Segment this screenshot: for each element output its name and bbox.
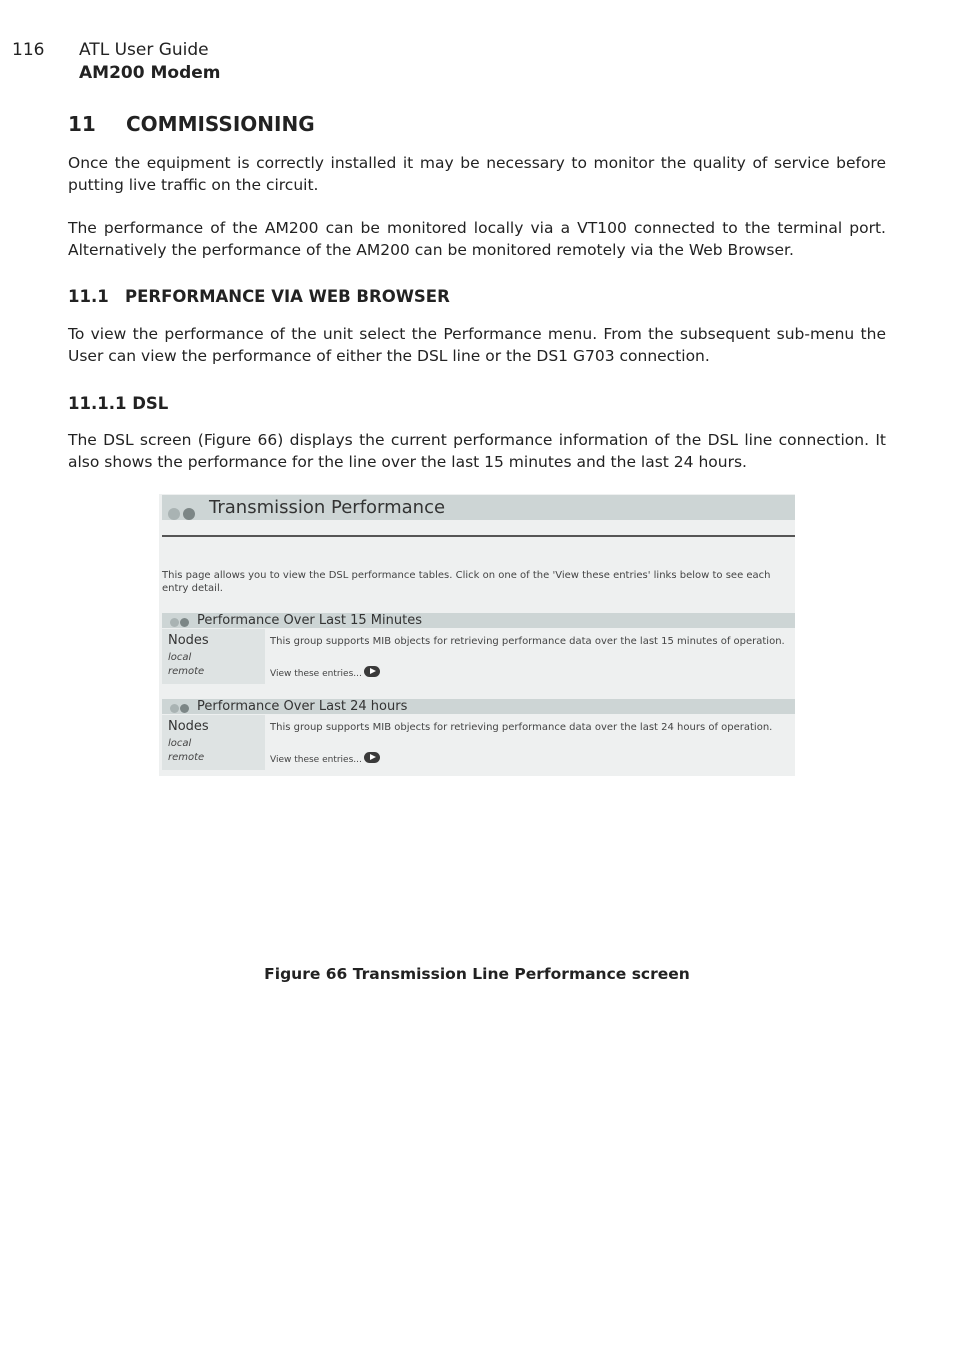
group-24hr-header bbox=[162, 699, 795, 714]
transmission-performance-screenshot bbox=[159, 494, 795, 776]
figure-caption: Figure 66 Transmission Line Performance screen bbox=[264, 965, 690, 983]
group-description: This group supports MIB objects for retrieving performance data over the last 24 hours of operation. bbox=[270, 722, 773, 733]
subsection-number: 11.1 bbox=[68, 287, 109, 306]
group-description: This group supports MIB objects for retrieving performance data over the last 15 minutes of operation. bbox=[270, 636, 785, 647]
product-name: AM200 Modem bbox=[79, 63, 221, 83]
group-heading: Performance Over Last 24 hours bbox=[197, 699, 408, 714]
screen-title: Transmission Performance bbox=[209, 497, 446, 518]
section-paragraph-1: Once the equipment is correctly installed it may be necessary to monitor the quality of service before putting live traffic on the circuit. bbox=[68, 154, 886, 194]
subsection-paragraph: To view the performance of the unit select the Performance menu. From the subsequent sub-menu the User can view the performance of either the DSL line or the DS1 G703 connection. bbox=[68, 325, 886, 365]
group-15min-header bbox=[162, 613, 795, 628]
subsection-title: PERFORMANCE VIA WEB BROWSER bbox=[125, 287, 450, 306]
subsubsection-heading: 11.1.1 DSL bbox=[68, 394, 169, 413]
screen-intro: This page allows you to view the DSL performance tables. Click on one of the 'View these entries' links below to see each entry detail. bbox=[162, 570, 771, 594]
section-paragraph-2: The performance of the AM200 can be monitored locally via a VT100 connected to the terminal port. Alternatively the performance of the AM200 can be monitored remotely via the Web Browser. bbox=[68, 219, 886, 259]
screen-title-bar bbox=[162, 495, 795, 520]
section-heading bbox=[68, 112, 315, 136]
group-heading: Performance Over Last 15 Minutes bbox=[197, 613, 422, 628]
view-entries-link[interactable]: View these entries... bbox=[270, 755, 362, 765]
arrow-right-icon[interactable] bbox=[364, 752, 380, 763]
subsection-heading bbox=[68, 287, 450, 306]
subsubsection-paragraph: The DSL screen (Figure 66) displays the current performance information of the DSL line connection. It also shows the performance for the line over the last 15 minutes and the last 24 hours. bbox=[68, 431, 886, 471]
nodes-panel bbox=[162, 715, 265, 770]
view-entries-link[interactable]: View these entries... bbox=[270, 669, 362, 679]
node-link-local[interactable]: local bbox=[168, 738, 192, 749]
node-link-remote[interactable]: remote bbox=[168, 752, 205, 763]
guide-title: ATL User Guide bbox=[79, 40, 209, 60]
page-number: 116 bbox=[12, 40, 45, 60]
title-dots-icon bbox=[168, 502, 198, 527]
node-link-local[interactable]: local bbox=[168, 652, 192, 663]
title-divider bbox=[162, 535, 795, 537]
section-title: COMMISSIONING bbox=[126, 112, 315, 136]
nodes-panel bbox=[162, 629, 265, 684]
arrow-right-icon[interactable] bbox=[364, 666, 380, 677]
section-number: 11 bbox=[68, 112, 96, 136]
node-link-remote[interactable]: remote bbox=[168, 666, 205, 677]
nodes-label: Nodes bbox=[168, 719, 209, 734]
nodes-label: Nodes bbox=[168, 633, 209, 648]
